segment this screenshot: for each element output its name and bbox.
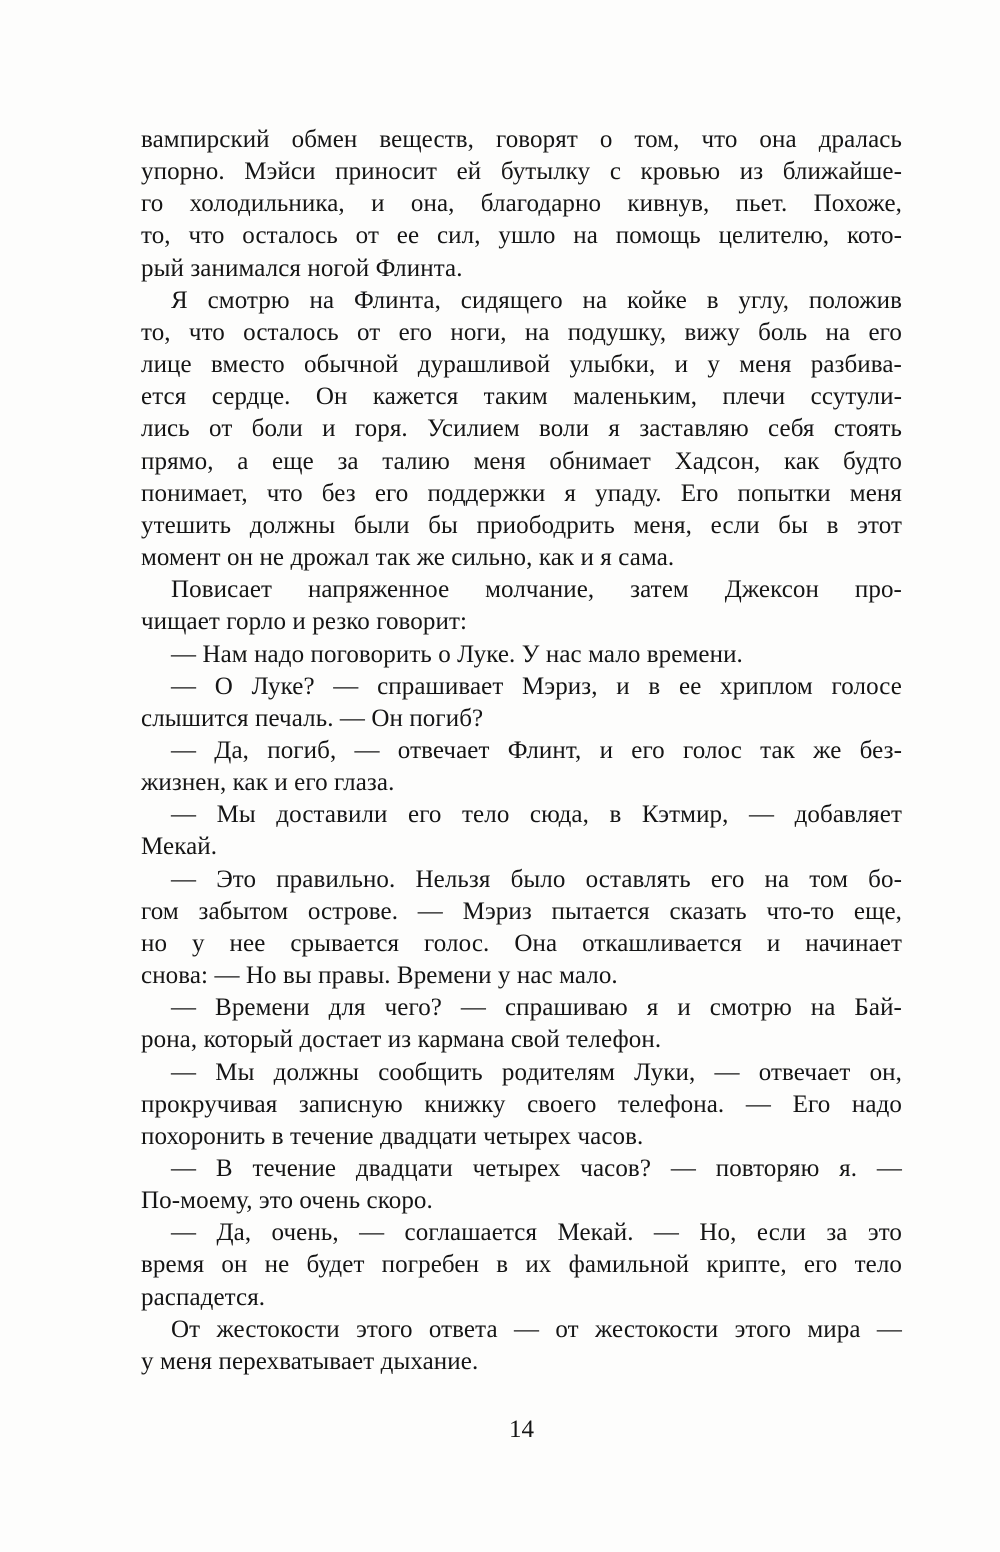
text-line: то, что осталось от ее сил, ушло на помощь целителю, кото- xyxy=(141,222,902,250)
paragraph xyxy=(141,124,902,285)
paragraph xyxy=(141,799,902,863)
text-line: гом забытом острове. — Мэриз пытается сказать что-то еще, xyxy=(141,897,902,925)
text-line: слышится печаль. — Он погиб? xyxy=(141,704,484,732)
text-line: — Нам надо поговорить о Луке. У нас мало времени. xyxy=(171,640,743,668)
paragraph xyxy=(141,1314,902,1378)
text-line: — Это правильно. Нельзя было оставлять его на том бо- xyxy=(171,865,902,893)
text-line: — Да, погиб, — отвечает Флинт, и его голос так же без- xyxy=(171,736,902,764)
text-line: — Времени для чего? — спрашиваю я и смотрю на Бай- xyxy=(171,994,902,1022)
text-line: — О Луке? — спрашивает Мэриз, и в ее хриплом голосе xyxy=(171,672,902,700)
text-line: похоронить в течение двадцати четырех часов. xyxy=(141,1122,644,1150)
text-line: — Мы должны сообщить родителям Луки, — отвечает он, xyxy=(171,1058,902,1086)
text-line: Я смотрю на Флинта, сидящего на койке в углу, положив xyxy=(171,286,902,314)
text-line: распадется. xyxy=(141,1283,266,1311)
paragraph xyxy=(141,574,902,638)
text-line: рона, который достает из кармана свой телефон. xyxy=(141,1026,662,1054)
paragraph xyxy=(141,992,902,1056)
paragraph xyxy=(141,1153,902,1217)
text-line: прокручивая записную книжку своего телефона. — Его надо xyxy=(141,1090,902,1118)
text-line: — Мы доставили его тело сюда, в Кэтмир, — добавляет xyxy=(171,801,902,829)
text-line: то, что осталось от его ноги, на подушку, вижу боль на его xyxy=(141,318,902,346)
page-number: 14 xyxy=(509,1416,534,1443)
paragraph xyxy=(141,864,902,993)
text-line: прямо, а еще за талию меня обнимает Хадсон, как будто xyxy=(141,447,902,475)
paragraph xyxy=(141,735,902,799)
text-line: утешить должны были бы приободрить меня, если бы в этот xyxy=(141,511,902,539)
text-line: По-моему, это очень скоро. xyxy=(141,1187,433,1215)
text-line: лице вместо обычной дурашливой улыбки, и у меня разбива- xyxy=(141,351,902,379)
paragraph xyxy=(141,639,902,671)
text-line: ется сердце. Он кажется таким маленьким, плечи ссутули- xyxy=(141,383,902,411)
text-line: момент он не дрожал так же сильно, как и я сама. xyxy=(141,544,675,572)
text-line: у меня перехватывает дыхание. xyxy=(141,1347,479,1375)
text-line: жизнен, как и его глаза. xyxy=(141,769,395,797)
paragraph xyxy=(141,1057,902,1153)
text-line: рый занимался ногой Флинта. xyxy=(141,254,463,282)
text-line: чищает горло и резко говорит: xyxy=(141,608,468,636)
text-line: Повисает напряженное молчание, затем Джексон про- xyxy=(171,576,902,604)
text-line: От жестокости этого ответа — от жестокости этого мира — xyxy=(171,1315,902,1343)
text-line: лись от боли и горя. Усилием воли я заставляю себя стоять xyxy=(141,415,902,443)
paragraph xyxy=(141,285,902,574)
text-line: время он не будет погребен в их фамильной крипте, его тело xyxy=(141,1251,902,1279)
text-line: Мекай. xyxy=(141,833,218,861)
text-line: вампирский обмен веществ, говорят о том, что она дралась xyxy=(141,126,902,153)
text-line: но у нее срывается голос. Она откашливается и начинает xyxy=(141,929,902,957)
text-line: упорно. Мэйси приносит ей бутылку с кровью из ближайше- xyxy=(141,158,902,186)
text-line: го холодильника, и она, благодарно кивнув, пьет. Похоже, xyxy=(141,190,902,218)
paragraph xyxy=(141,671,902,735)
paragraph xyxy=(141,1217,902,1313)
page-text-block xyxy=(141,124,902,1378)
text-line: — В течение двадцати четырех часов? — повторяю я. — xyxy=(171,1155,902,1182)
text-line: — Да, очень, — соглашается Мекай. — Но, если за это xyxy=(171,1219,902,1247)
text-line: понимает, что без его поддержки я упаду. Его попытки меня xyxy=(141,479,902,507)
text-line: снова: — Но вы правы. Времени у нас мало. xyxy=(141,962,618,990)
